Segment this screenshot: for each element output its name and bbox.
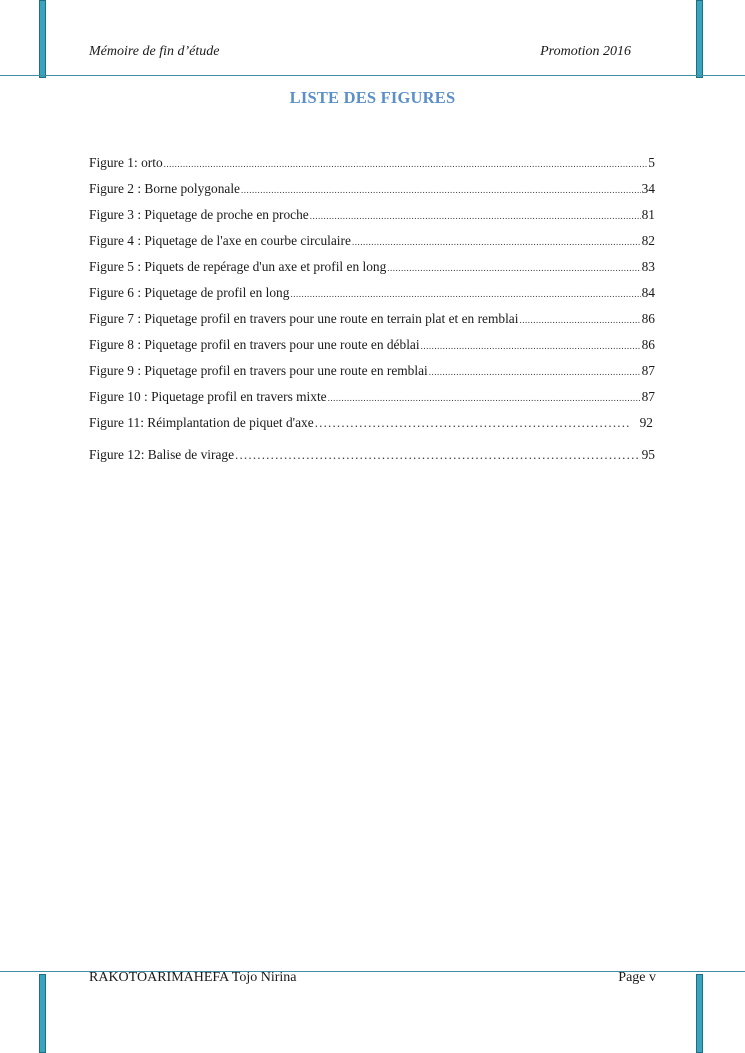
dot-leader [387, 259, 640, 277]
list-item[interactable] [89, 414, 655, 440]
list-item[interactable] [89, 336, 655, 362]
dot-leader [519, 311, 640, 329]
dot-leader [429, 363, 641, 381]
dot-leader [352, 233, 641, 251]
figure-label: Figure 4 : Piquetage de l'axe en courbe circulaire [89, 233, 351, 248]
figure-page: 86 [641, 337, 655, 352]
figure-page: 84 [641, 285, 655, 300]
list-item[interactable] [89, 258, 655, 284]
figure-page: 95 [641, 447, 655, 462]
figure-label: Figure 5 : Piquets de repérage d'un axe et profil en long [89, 259, 387, 274]
list-item[interactable] [89, 310, 655, 336]
figure-page: 34 [641, 181, 655, 196]
footer-author: RAKOTOARIMAHEFA Tojo Nirina [89, 970, 297, 985]
footer-page-number: Page v [618, 970, 656, 985]
list-item[interactable] [89, 206, 655, 232]
header-thesis-label: Mémoire de fin d’étude [89, 44, 220, 59]
figure-page: 92 [639, 415, 653, 430]
list-item[interactable] [89, 180, 655, 206]
dot-leader [328, 389, 641, 407]
figure-label: Figure 12: Balise de virage [89, 447, 235, 462]
header-left-bar [39, 0, 46, 78]
figure-label: Figure 3 : Piquetage de proche en proche [89, 207, 309, 222]
dot-leader [315, 414, 629, 432]
list-item[interactable] [89, 388, 655, 414]
dot-leader [235, 446, 641, 464]
figure-page: 83 [641, 259, 655, 274]
figure-label: Figure 1: orto [89, 155, 163, 170]
figure-label: Figure 11: Réimplantation de piquet d'axe [89, 415, 314, 430]
header-right-bar [696, 0, 703, 78]
list-item[interactable] [89, 362, 655, 388]
figure-page: 81 [641, 207, 655, 222]
figure-label: Figure 10 : Piquetage profil en travers mixte [89, 389, 327, 404]
figure-page: 5 [648, 155, 655, 170]
dot-leader [290, 285, 640, 303]
figure-label: Figure 8 : Piquetage profil en travers pour une route en déblai [89, 337, 420, 352]
header-promotion-label: Promotion 2016 [540, 44, 631, 59]
figure-page: 87 [641, 389, 655, 404]
figure-label: Figure 2 : Borne polygonale [89, 181, 240, 196]
list-item[interactable] [89, 154, 655, 180]
figure-label: Figure 9 : Piquetage profil en travers pour une route en remblai [89, 363, 428, 378]
list-item[interactable] [89, 284, 655, 310]
dot-leader [241, 181, 641, 199]
dot-leader [421, 337, 641, 355]
page-title: LISTE DES FIGURES [289, 88, 456, 107]
figure-page: 87 [641, 363, 655, 378]
footer-left-bar [39, 974, 46, 1053]
header-rule [0, 75, 745, 76]
figure-label: Figure 7 : Piquetage profil en travers pour une route en terrain plat et en remblai [89, 311, 519, 326]
figures-list [89, 154, 655, 472]
figure-label: Figure 6 : Piquetage de profil en long [89, 285, 290, 300]
figure-page: 86 [641, 311, 655, 326]
dot-leader [164, 155, 648, 173]
figure-page: 82 [641, 233, 655, 248]
list-item[interactable] [89, 232, 655, 258]
list-item[interactable] [89, 446, 655, 472]
dot-leader [310, 207, 641, 225]
footer-right-bar [696, 974, 703, 1053]
